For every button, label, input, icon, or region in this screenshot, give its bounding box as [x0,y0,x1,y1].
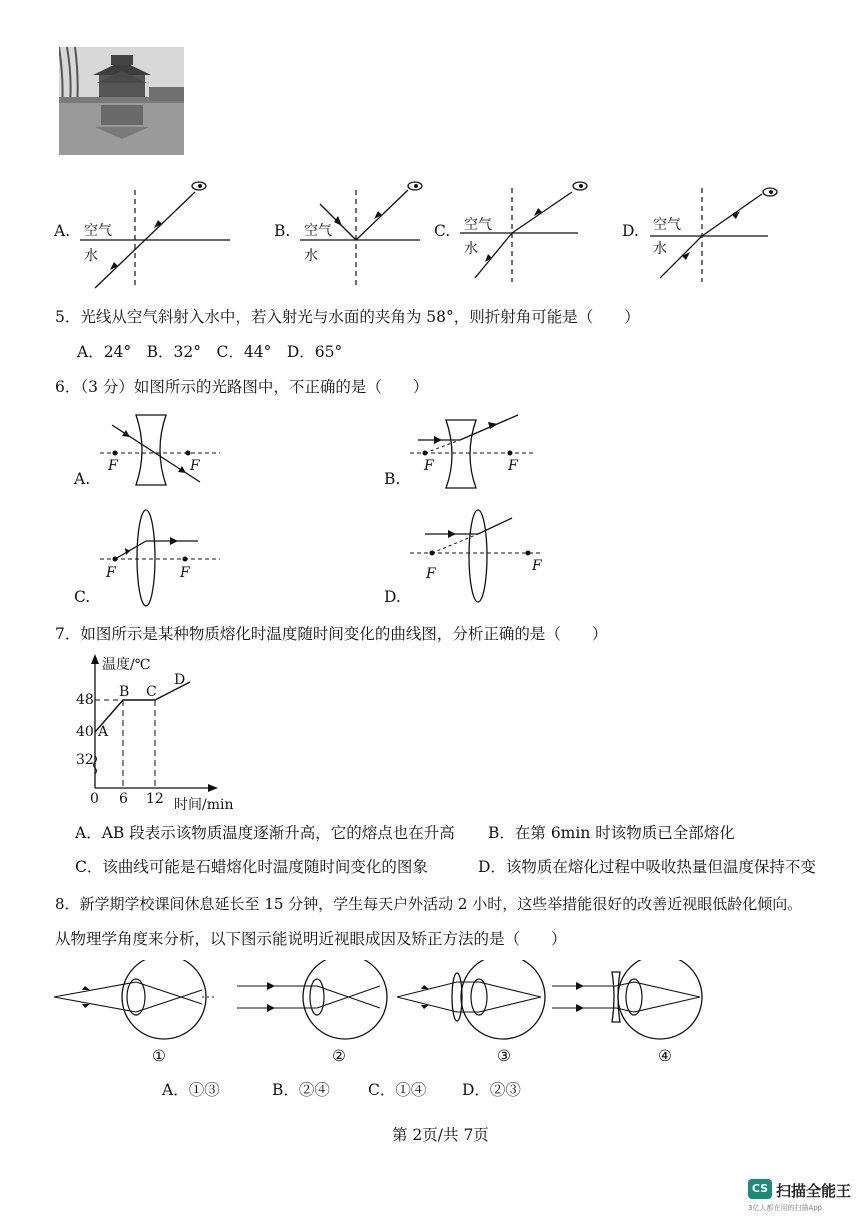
air-label: 空气 [304,223,332,239]
q8-option-c: C．①④ [368,1081,427,1099]
camscanner-logo: CS [748,1179,772,1199]
figure-label: ④ [658,1047,672,1065]
q8-option-d: D．②③ [462,1081,521,1099]
water-label: 水 [653,241,667,257]
q6-option-a [70,410,240,495]
pavilion-photo [59,47,184,155]
focus-label: F [424,458,434,474]
q7-option-c: C．该曲线可能是石蜡熔化时温度随时间变化的图象 [75,858,428,876]
eye-icon [763,188,777,196]
eye-diagram-2 [235,960,395,1070]
page-number: 第 2页/共 7页 [392,1126,489,1144]
x-tick: 6 [119,791,128,807]
q8-option-a: A．①③ [162,1081,220,1099]
q7-option-b: B．在第 6min 时该物质已全部熔化 [488,824,735,842]
q7-melting-curve [70,648,250,813]
eye-icon [192,182,206,190]
eye-icon [408,182,422,190]
q7-option-a: A．AB 段表示该物质温度逐渐升高，它的熔点也在升高 [75,824,455,842]
y-tick: 48 [76,692,94,708]
figure-label: ② [332,1047,346,1065]
option-letter: C. [74,588,91,606]
point-label-b: B [119,684,130,700]
q6-option-c [70,508,240,608]
focus-label: F [508,458,518,474]
focus-label: F [106,565,116,581]
option-letter: D. [384,588,401,606]
ray-diagram-b [270,170,440,290]
eye-diagram-3 [395,960,555,1070]
q4-option-d [620,170,790,290]
watermark-subtitle: 3亿人都在用的扫描App [748,1204,823,1212]
focus-label: F [180,565,190,581]
q6-option-b [380,410,550,495]
q8-question-line1: 8．新学期学校课间休息延长至 15 分钟，学生每天户外活动 2 小时，这些举措能很好的改善近视眼低龄化倾向。 [55,895,803,913]
point-label-c: C [146,684,157,700]
x-axis-label: 时间/min [174,797,234,813]
q4-option-b [270,170,440,290]
y-axis-label: 温度/℃ [102,657,151,673]
focus-label: F [108,458,118,474]
x-tick: 12 [146,791,164,807]
point-label-a: A [98,724,109,740]
air-label: 空气 [653,217,681,233]
q7-option-d: D．该物质在熔化过程中吸收热量但温度保持不变 [478,858,816,876]
option-letter: A. [54,222,71,240]
option-letter: C. [434,222,451,240]
focus-label: F [426,566,436,582]
focus-label: F [190,458,200,474]
water-label: 水 [84,248,98,264]
option-letter: A. [74,470,91,488]
water-label: 水 [464,241,478,257]
eye-diagram-4 [550,960,710,1070]
q6-option-d [380,508,560,608]
ray-diagram-a [50,170,240,290]
air-label: 空气 [84,223,112,239]
eye-icon [573,182,587,190]
watermark-name: 扫描全能王 [776,1182,852,1200]
option-letter: B. [384,470,401,488]
q4-option-c [430,170,600,290]
y-tick: 32 [76,752,94,768]
q4-option-a [50,170,240,290]
q5-question: 5．光线从空气斜射入水中，若入射光与水面的夹角为 58°，则折射角可能是（ ） [55,308,640,326]
q6-question: 6．（3 分）如图所示的光路图中，不正确的是（ ） [55,378,429,396]
air-label: 空气 [464,217,492,233]
q8-option-b: B．②④ [272,1081,330,1099]
eye-diagram-1 [52,960,222,1070]
q8-question-line2: 从物理学角度来分析，以下图示能说明近视眼成因及矫正方法的是（ ） [55,930,567,948]
q7-question: 7．如图所示是某种物质熔化时温度随时间变化的曲线图，分析正确的是（ ） [55,625,608,643]
x-tick: 0 [90,791,99,807]
y-tick: 40 [76,724,94,740]
focus-label: F [532,558,542,574]
ray-diagram-c [430,170,600,290]
q5-options: A．24° B．32° C．44° D．65° [77,343,343,361]
ray-diagram-d [620,170,790,290]
figure-label: ① [152,1047,166,1065]
water-label: 水 [304,248,318,264]
figure-label: ③ [497,1047,511,1065]
option-letter: B. [274,222,291,240]
option-letter: D. [622,222,639,240]
point-label-d: D [174,672,186,688]
